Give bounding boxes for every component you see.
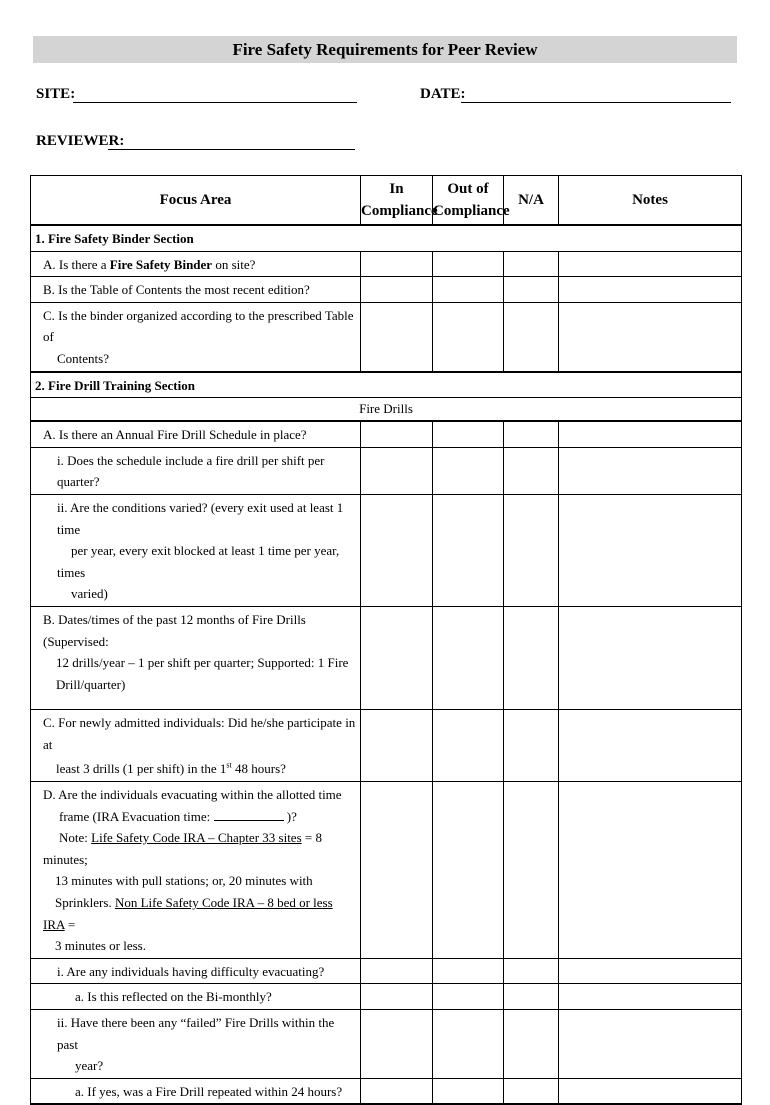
na-cell[interactable]: [504, 1078, 559, 1104]
table-row: [31, 251, 742, 277]
table-header-row: [31, 176, 742, 226]
na-cell[interactable]: [504, 709, 559, 781]
notes-cell[interactable]: [559, 277, 742, 303]
fire-drills-subheading: Fire Drills: [31, 398, 742, 422]
item-label: C. For newly admitted individuals: Did he/she participate in at least 3 drills (1 per shift) in the 1st 48 hours?: [31, 709, 361, 781]
table-row: [31, 494, 742, 606]
item-label: A. Is there a Fire Safety Binder on site?: [31, 251, 361, 277]
notes-cell[interactable]: [559, 958, 742, 984]
col-focus-area: Focus Area: [31, 176, 361, 226]
na-cell[interactable]: [504, 494, 559, 606]
table-row: [31, 447, 742, 494]
na-cell[interactable]: [504, 251, 559, 277]
section-1-title: 1. Fire Safety Binder Section: [31, 225, 742, 251]
item-label: A. Is there an Annual Fire Drill Schedule in place?: [31, 421, 361, 447]
na-cell[interactable]: [504, 447, 559, 494]
table-row: [31, 984, 742, 1010]
review-table: [30, 175, 742, 1105]
notes-cell[interactable]: [559, 494, 742, 606]
out-of-compliance-cell[interactable]: [433, 277, 504, 303]
notes-cell[interactable]: [559, 421, 742, 447]
out-of-compliance-cell[interactable]: [433, 1009, 504, 1078]
out-of-compliance-cell[interactable]: [433, 1078, 504, 1104]
site-field[interactable]: [73, 102, 357, 103]
item-label: D. Are the individuals evacuating within the allotted time frame (IRA Evacuation time: )? Note: Life Safety Code IRA – Chapter 33 sites = 8 minutes; 13 minutes with pull stations; or, 20 minutes with Sprinklers. Non Life Safety Code IRA – 8 bed or less IRA = 3 minutes or less.: [31, 782, 361, 959]
in-compliance-cell[interactable]: [361, 447, 433, 494]
na-cell[interactable]: [504, 421, 559, 447]
notes-cell[interactable]: [559, 1078, 742, 1104]
table-row: [31, 1078, 742, 1104]
table-row: [31, 302, 742, 371]
item-label: ii. Have there been any “failed” Fire Drills within the past year?: [31, 1009, 361, 1078]
item-label: C. Is the binder organized according to the prescribed Table of Contents?: [31, 302, 361, 371]
reviewer-field[interactable]: [108, 149, 355, 150]
in-compliance-cell[interactable]: [361, 421, 433, 447]
item-label: i. Does the schedule include a fire drill per shift per quarter?: [31, 447, 361, 494]
page-title: Fire Safety Requirements for Peer Review: [33, 36, 737, 63]
out-of-compliance-cell[interactable]: [433, 958, 504, 984]
notes-cell[interactable]: [559, 984, 742, 1010]
notes-cell[interactable]: [559, 782, 742, 959]
section-row: [31, 225, 742, 251]
evacuation-time-blank[interactable]: [214, 808, 284, 821]
out-of-compliance-cell[interactable]: [433, 782, 504, 959]
notes-cell[interactable]: [559, 709, 742, 781]
na-cell[interactable]: [504, 782, 559, 959]
in-compliance-cell[interactable]: [361, 606, 433, 709]
table-row: [31, 709, 742, 781]
in-compliance-cell[interactable]: [361, 1009, 433, 1078]
notes-cell[interactable]: [559, 606, 742, 709]
na-cell[interactable]: [504, 277, 559, 303]
in-compliance-cell[interactable]: [361, 1078, 433, 1104]
notes-cell[interactable]: [559, 1009, 742, 1078]
in-compliance-cell[interactable]: [361, 251, 433, 277]
out-of-compliance-cell[interactable]: [433, 421, 504, 447]
in-compliance-cell[interactable]: [361, 984, 433, 1010]
na-cell[interactable]: [504, 984, 559, 1010]
out-of-compliance-cell[interactable]: [433, 984, 504, 1010]
table-row: [31, 1009, 742, 1078]
date-field[interactable]: [461, 102, 731, 103]
out-of-compliance-cell[interactable]: [433, 709, 504, 781]
item-label: i. Are any individuals having difficulty evacuating?: [31, 958, 361, 984]
table-row: [31, 421, 742, 447]
col-out-of-compliance: Out of Compliance: [433, 176, 504, 226]
table-row: [31, 606, 742, 709]
item-label: B. Dates/times of the past 12 months of Fire Drills (Supervised: 12 drills/year – 1 per shift per quarter; Supported: 1 Fire Drill/quarter): [31, 606, 361, 709]
notes-cell[interactable]: [559, 251, 742, 277]
table-row: [31, 782, 742, 959]
out-of-compliance-cell[interactable]: [433, 494, 504, 606]
col-na: N/A: [504, 176, 559, 226]
date-label: DATE:: [420, 86, 466, 102]
na-cell[interactable]: [504, 302, 559, 371]
item-label: B. Is the Table of Contents the most recent edition?: [31, 277, 361, 303]
out-of-compliance-cell[interactable]: [433, 606, 504, 709]
col-notes: Notes: [559, 176, 742, 226]
table-row: [31, 277, 742, 303]
item-label: a. If yes, was a Fire Drill repeated within 24 hours?: [31, 1078, 361, 1104]
na-cell[interactable]: [504, 958, 559, 984]
in-compliance-cell[interactable]: [361, 782, 433, 959]
in-compliance-cell[interactable]: [361, 709, 433, 781]
out-of-compliance-cell[interactable]: [433, 302, 504, 371]
table-row: [31, 958, 742, 984]
reviewer-label: REVIEWER:: [36, 133, 125, 149]
item-label: a. Is this reflected on the Bi-monthly?: [31, 984, 361, 1010]
item-label: ii. Are the conditions varied? (every exit used at least 1 time per year, every exit blocked at least 1 time per year, times varied): [31, 494, 361, 606]
na-cell[interactable]: [504, 606, 559, 709]
notes-cell[interactable]: [559, 447, 742, 494]
section-row: [31, 372, 742, 398]
col-in-compliance: In Compliance: [361, 176, 433, 226]
site-label: SITE:: [36, 86, 76, 102]
out-of-compliance-cell[interactable]: [433, 251, 504, 277]
in-compliance-cell[interactable]: [361, 958, 433, 984]
in-compliance-cell[interactable]: [361, 277, 433, 303]
na-cell[interactable]: [504, 1009, 559, 1078]
out-of-compliance-cell[interactable]: [433, 447, 504, 494]
section-2-title: 2. Fire Drill Training Section: [31, 372, 742, 398]
notes-cell[interactable]: [559, 302, 742, 371]
in-compliance-cell[interactable]: [361, 302, 433, 371]
in-compliance-cell[interactable]: [361, 494, 433, 606]
subheading-row: [31, 398, 742, 422]
